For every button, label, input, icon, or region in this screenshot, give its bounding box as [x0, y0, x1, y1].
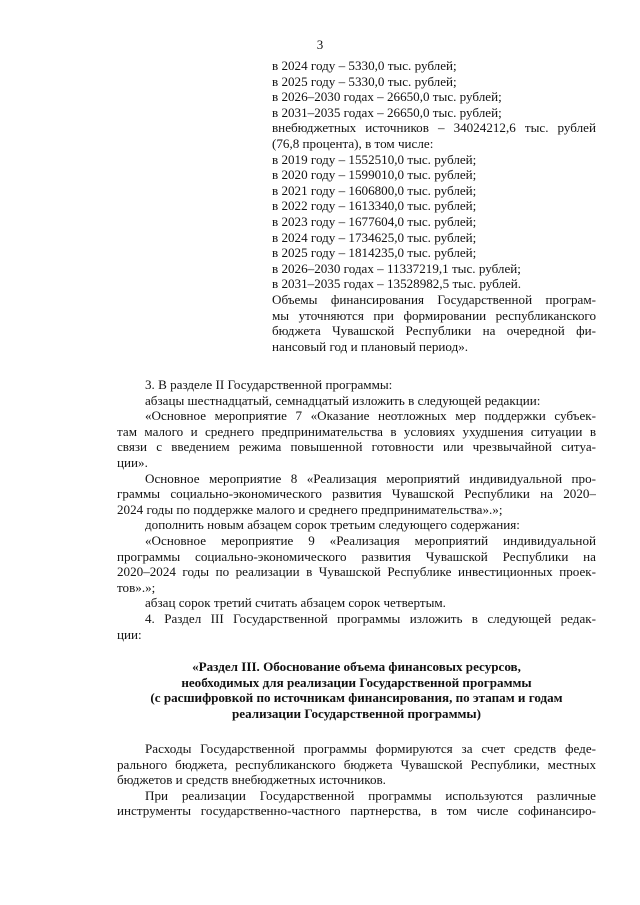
section-heading	[117, 659, 596, 721]
funding-line: (76,8 процента), в том числе:	[272, 135, 434, 151]
funding-line: в 2026–2030 годах – 26650,0 тыс. рублей;	[272, 89, 502, 105]
amendments-block	[117, 377, 596, 642]
funding-note-line: бюджета Чувашской Республики на очередной фи-	[272, 323, 596, 339]
paragraph-line: 3. В разделе II Государственной программы:	[145, 377, 393, 392]
funding-line: в 2031–2035 годах – 13528982,5 тыс. рублей.	[272, 276, 522, 292]
paragraph-line: 2024 годы по поддержке малого и среднего предпринимательства».»;	[117, 501, 503, 517]
paragraph-line: абзац сорок третий считать абзацем сорок четвертым.	[145, 595, 446, 611]
funding-amounts-block	[272, 58, 596, 354]
funding-note-line: мы уточняются при формировании республиканского	[272, 307, 596, 323]
heading-line: «Раздел III. Обоснование объема финансовых ресурсов,	[192, 659, 521, 674]
paragraph-line: ции:	[117, 626, 142, 642]
heading-line: реализации Государственной программы)	[231, 705, 482, 721]
paragraph-line: Основное мероприятие 8 «Реализация мероприятий индивидуальной про-	[145, 470, 596, 486]
funding-line: в 2025 году – 1814235,0 тыс. рублей;	[272, 245, 477, 261]
paragraph-line: там малого и среднего предпринимательства в условиях ухудшения ситуации в	[117, 423, 596, 439]
funding-line: в 2022 году – 1613340,0 тыс. рублей;	[272, 198, 477, 214]
funding-line: в 2020 году – 1599010,0 тыс. рублей;	[272, 167, 477, 183]
funding-line: в 2024 году – 5330,0 тыс. рублей;	[272, 58, 457, 73]
funding-line: в 2023 году – 1677604,0 тыс. рублей;	[272, 213, 477, 229]
funding-line: в 2019 году – 1552510,0 тыс. рублей;	[272, 151, 477, 167]
funding-line: в 2021 году – 1606800,0 тыс. рублей;	[272, 182, 477, 198]
paragraph-line: бюджетов и средств внебюджетных источников.	[117, 772, 386, 788]
funding-line: в 2025 году – 5330,0 тыс. рублей;	[272, 73, 457, 89]
heading-line: необходимых для реализации Государственной программы	[181, 674, 532, 690]
paragraph-line: «Основное мероприятие 7 «Оказание неотложных мер поддержки субъек-	[145, 408, 596, 424]
funding-note-line: Объемы финансирования Государственной програм-	[272, 291, 596, 307]
paragraph-line: ции».	[117, 454, 148, 470]
paragraph-line: тов».»;	[117, 579, 156, 595]
paragraph-line: дополнить новым абзацем сорок третьим следующего содержания:	[145, 517, 520, 533]
paragraph-line: 2020–2024 годы по реализации в Чувашской Республике инвестиционных проек-	[117, 564, 596, 580]
closing-paragraphs	[117, 741, 596, 819]
funding-line: в 2026–2030 годах – 11337219,1 тыс. рублей;	[272, 260, 521, 276]
paragraph-line: абзацы шестнадцатый, семнадцатый изложить в следующей редакции:	[145, 392, 541, 408]
paragraph-line: связи с введением режима повышенной готовности или чрезвычайной ситуа-	[117, 439, 596, 455]
paragraph-line: рального бюджета, республиканского бюджета Чувашской Республики, местных	[117, 756, 596, 772]
heading-line: (с расшифровкой по источникам финансирования, по этапам и годам	[150, 690, 563, 706]
paragraph-line: программы социально-экономического развития Чувашской Республики на	[117, 548, 596, 564]
funding-line: внебюджетных источников – 34024212,6 тыс. рублей	[272, 120, 596, 136]
funding-line: в 2031–2035 годах – 26650,0 тыс. рублей;	[272, 104, 502, 120]
paragraph-line: инструменты государственно-частного партнерства, в том числе софинансиро-	[117, 803, 596, 819]
page-number: 3	[316, 37, 324, 52]
funding-line: в 2024 году – 1734625,0 тыс. рублей;	[272, 229, 477, 245]
paragraph-line: «Основное мероприятие 9 «Реализация мероприятий индивидуальной	[145, 532, 596, 548]
paragraph-line: 4. Раздел III Государственной программы изложить в следующей редак-	[145, 610, 596, 626]
paragraph-line: При реализации Государственной программы используются различные	[145, 787, 596, 803]
paragraph-line: граммы социально-экономического развития Чувашской Республики на 2020–	[117, 486, 596, 502]
funding-note-line: нансовый год и плановый период».	[272, 338, 469, 354]
paragraph-line: Расходы Государственной программы формируются за счет средств феде-	[145, 741, 596, 756]
